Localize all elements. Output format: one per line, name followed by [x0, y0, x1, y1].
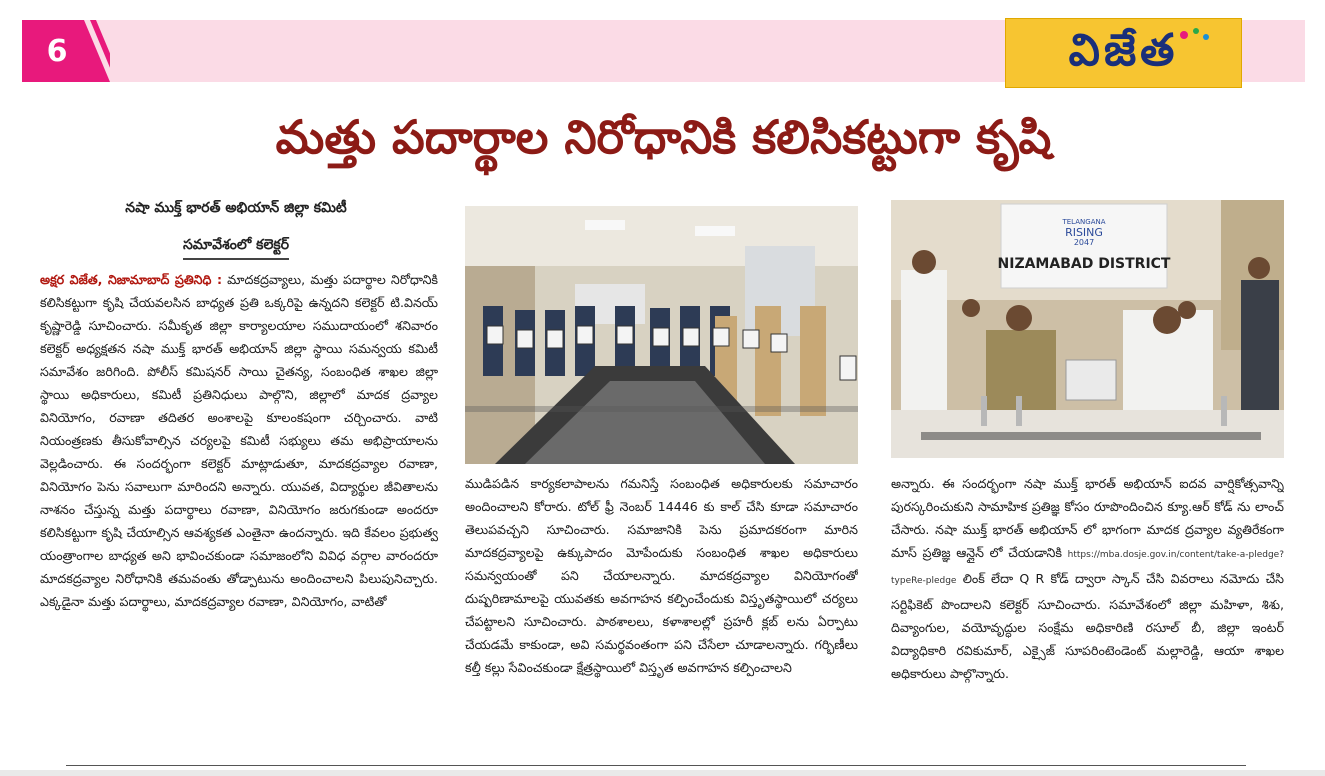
photo-qr-poster-launch [465, 206, 858, 464]
article-subhead-line1 [40, 200, 432, 219]
article-subhead-line2 [40, 237, 432, 260]
logo-brand-text: విజేత [1068, 25, 1179, 76]
article-dateline: అక్షర విజేత, నిజామాబాద్ ప్రతినిధి : [40, 272, 222, 287]
article-column-1-text: మాదకద్రవ్యాలు, మత్తు పదార్థాల నిరోధానికి కలిసికట్టుగా కృషి చేయవలసిన బాధ్యత ప్రతి ఒక్కరిపై ఉన్నదని కలెక్టర్ టి.వినయ్ కృష్ణారెడ్డి సూచించారు. సమీకృత జిల్లా కార్యాలయాల సముదాయంలో శనివారం కలెక్టర్ అధ్యక్షతన నషా ముక్త్ భారత్ అభియాన్ జిల్లా స్థాయి సమన్వయ కమిటీ సమావేశం జరిగింది. పోలీస్ కమిషనర్ సాయి చైతన్య, సంబంధిత శాఖల జిల్లా స్థాయి అధికారులు, కమిటీ ప్రతినిధులు పాల్గొని, జిల్లాలో మాదక ద్రవ్యాల వినియోగం, రవాణా తదితర అంశాలపై కూలంకషంగా చర్చించారు. వాటి నియంత్రణకు తీసుకోవాల్సిన చర్యలపై కమిటీ సభ్యులు తమ అభిప్రాయాలను వెల్లడించారు. ఈ సందర్భంగా కలెక్టర్ మాట్లాడుతూ, మాదకద్రవ్యాల రవాణా, వినియోగం పెను సవాలుగా మారిందని అన్నారు. యువత, విద్యార్థుల జీవితాలను నాశనం చేస్తున్న మత్తు పదార్థాలు రవాణా, వినియోగం జరుగకుండా అందరూ కలిసికట్టుగా కృషి చేయాల్సిన ఆవశ్యకత ఎంతైనా ఉందన్నారు. ఇది కేవలం ప్రభుత్వ యంత్రాంగాల బాధ్యత అని భావించకుండా సమాజంలోని వివిధ వర్గాల వారందరూ మాదకద్రవ్యాల నిరోధానికి తమవంతు తోడ్పాటును అందించాలని పిలుపునిచ్చారు. ఎక్కడైనా మత్తు పదార్థాలు, మాదకద్రవ్యాల రవాణా, వినియోగం, వాటితో [40, 272, 438, 609]
banner-line-year: 2047 [1073, 238, 1095, 247]
photo-qr-poster-launch-image [465, 206, 858, 464]
footer-band [0, 770, 1325, 776]
article-column-2 [465, 472, 858, 750]
article-headline: మత్తు పదార్థాల నిరోధానికి కలిసికట్టుగా కృషి [275, 110, 1052, 164]
banner-line-rising: RISING [1065, 226, 1103, 239]
banner-line-district: NIZAMABAD DISTRICT [997, 256, 1171, 272]
article-column-3-text-b: లింక్ లేదా Q R కోడ్ ద్వారా స్కాన్ చేసి వివరాలు నమోదు చేసి సర్టిఫికెట్ పొందాలని కలెక్టర్ సూచించారు. సమావేశంలో జిల్లా మహిళా, శిశు, దివ్యాంగుల, వయోవృద్ధుల సంక్షేమ అధికారిణి రసూల్ బీ, జిల్లా ఇంటర్ విద్యాధికారి రవికుమార్, ఎక్సైజ్ సూపరింటెండెంట్ మల్లారెడ్డి, ఆయా శాఖల అధికారులు పాల్గొన్నారు. [891, 571, 1284, 681]
photo-collector-meeting-image [891, 200, 1284, 458]
pledge-url-link[interactable]: https://mba.dosje.gov.in/content/take-a-pledge?typeRe-pledge [891, 550, 1284, 586]
subhead-line2-text: సమావేశంలో కలెక్టర్ [183, 237, 289, 260]
newspaper-logo [1005, 18, 1242, 88]
subhead-line1-text: నషా ముక్త్ భారత్ అభియాన్ జిల్లా కమిటీ [125, 200, 347, 216]
page-number: 6 [46, 33, 68, 69]
photo-collector-meeting [891, 200, 1284, 458]
article-column-3-text-a: అన్నారు. ఈ సందర్భంగా నషా ముక్త్ భారత్ అభియాన్ ఐదవ వార్షికోత్సవాన్ని పురస్కరించుకుని సామాహిక ప్రతిజ్ఞ కోసం రూపొందించిన క్యూ.ఆర్ కోడ్ ను లాంచ్ చేసారు. నషా ముక్త్ భారత్ అభియాన్ లో భాగంగా మాదక ద్రవ్యాల వ్యతిరేకంగా మాస్ ప్రతిజ్ఞ ఆన్లైన్ లో చేయడానికి [891, 476, 1284, 560]
article-column-3 [891, 472, 1284, 750]
article-column-2-text: ముడిపడిన కార్యకలాపాలను గమనిస్తే సంబంధిత అధికారులకు సమాచారం అందించాలని కోరారు. టోల్ ఫ్రీ నెంబర్ 14446 కు కాల్ చేసి కూడా సమాచారం తెలుపవచ్చని సూచించారు. సమాజానికి పెను ప్రమాదకరంగా మారిన మాదకద్రవ్యాలపై ఉక్కుపాదం మోపేందుకు సంబంధిత శాఖల అధికారులు సమన్వయంతో పని చేయాలన్నారు. మాదకద్రవ్యాల వినియోగంతో దుష్పరిణామాలపై యువతకు అవగాహన కల్పించేందుకు విస్తృతస్థాయిలో చర్యలు చేపట్టాలని సూచించారు. పాఠశాలలు, కళాశాలల్లో ప్రహరీ క్లబ్ లను ఏర్పాటు చేయడమే కాకుండా, అవి సమర్థవంతంగా పని చేసేలా చూడాలన్నారు. గర్భిణీలు కల్తీ కల్లు సేవించకుండా క్షేత్రస్థాయిలో విస్తృత అవగాహన కల్పించాలని [465, 476, 858, 675]
banner-line-telangana: TELANGANA [1062, 218, 1106, 226]
logo-sparkle-icon [1006, 19, 1242, 88]
article-column-1 [40, 268, 438, 748]
page-number-badge [22, 20, 110, 82]
footer-divider [66, 765, 1246, 766]
